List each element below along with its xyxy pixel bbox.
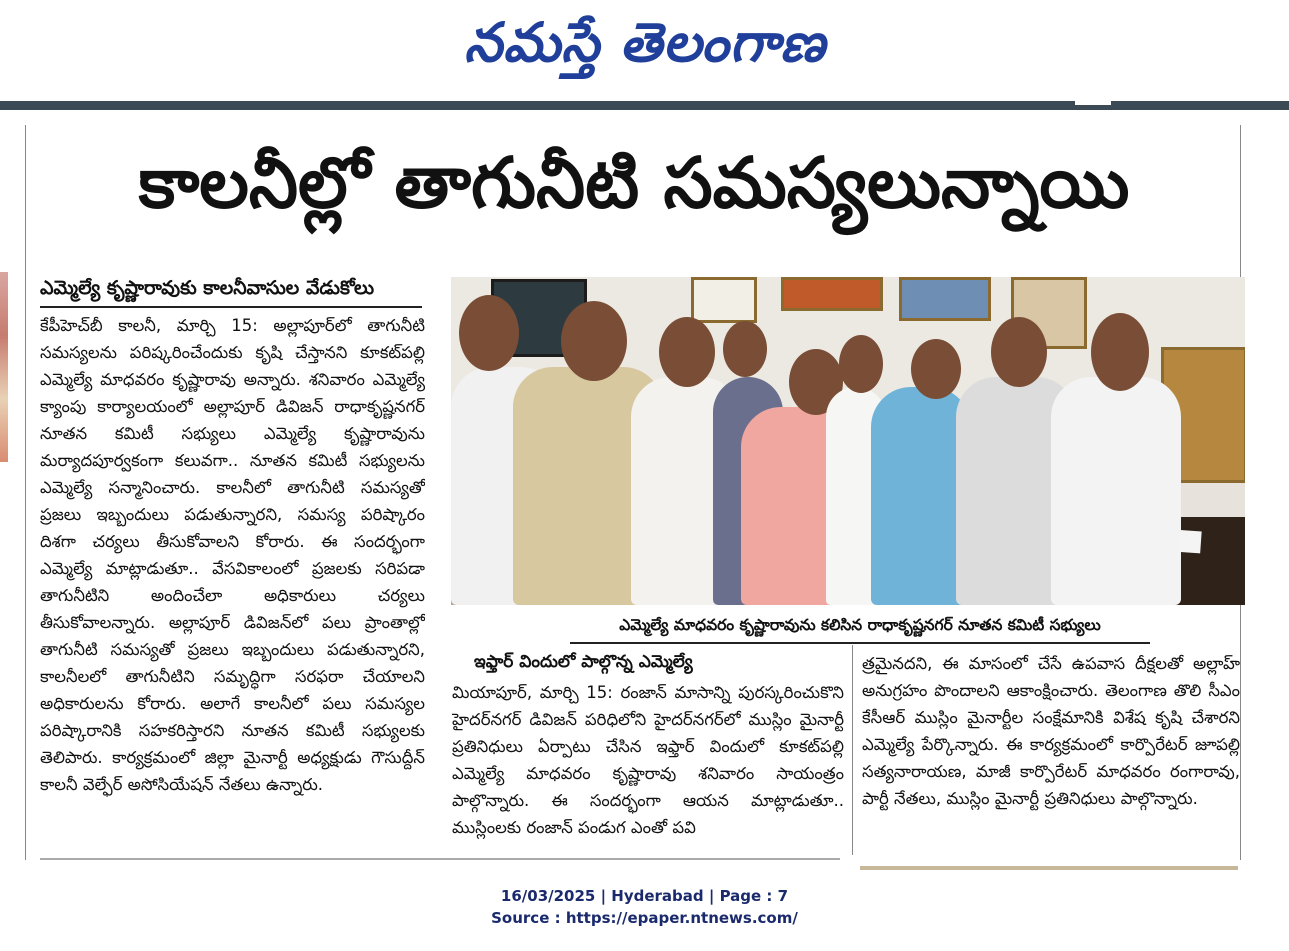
column-divider [852, 645, 853, 855]
photo-person-head [911, 339, 961, 399]
photo-person-head [459, 295, 519, 371]
story2-subhead: ఇఫ్తార్ విందులో పాల్గొన్న ఎమ్మెల్యే [474, 652, 693, 672]
adjacent-photo-fragment [0, 272, 8, 462]
photo-caption: ఎమ్మెల్యే మాధవరం కృష్ణారావును కలిసిన రాధాకృష్ణనగర్ నూతన కమిటీ సభ్యులు [570, 608, 1150, 644]
adjacent-page-edge [0, 270, 10, 870]
photo-wall-frame [899, 277, 991, 321]
footer-date-location-page: 16/03/2025 | Hyderabad | Page : 7 [500, 887, 789, 905]
photo-person-head [991, 317, 1047, 387]
photo-wall-frame [691, 277, 757, 323]
page-footer [0, 885, 1289, 935]
news-photo [451, 277, 1245, 605]
photo-person [1051, 377, 1181, 605]
masthead-rule-notch [1075, 101, 1111, 105]
footer-source-link[interactable]: Source : https://epaper.ntnews.com/ [491, 909, 798, 927]
photo-person-head [1091, 313, 1149, 391]
photo-person-head [723, 321, 767, 377]
next-article-edge [860, 866, 1238, 870]
story1-body: కేపీహెచ్‌బీ కాలనీ, మార్చి 15: అల్లాపూర్‌లో తాగునీటి సమస్యలను పరిష్కరించేందుకు కృషి చేస్తానని కూకట్‌పల్లి ఎమ్మెల్యే మాధవరం కృష్ణారావు అన్నారు. శనివారం ఎమ్మెల్యే క్యాంపు కార్యాలయంలో అల్లాపూర్ డివిజన్ రాధాకృష్ణనగర్ నూతన కమిటీ సభ్యులు ఎమ్మెల్యే కృష్ణారావును మర్యాదపూర్వకంగా కలువగా.. నూతన కమిటీ సభ్యులను ఎమ్మెల్యే సన్మానించారు. కాలనీలో తాగునీటి సమస్యతో ప్రజలు ఇబ్బందులు పడుతున్నారని, సమస్య పరిష్కారం దిశగా చర్యలు తీసుకోవాలని కోరారు. ఈ సందర్భంగా ఎమ్మెల్యే మాట్లాడుతూ.. వేసవికాలంలో ప్రజలకు సరిపడా తాగునీటిని అందించేలా అధికారులు చర్యలు తీసుకోవాలన్నారు. అల్లాపూర్ డివిజన్‌లో పలు ప్రాంతాల్లో తాగునీటి సమస్యతో ప్రజలు ఇబ్బందులు పడుతున్నారని, కాలనీలలో తాగునీటిని సమృద్ధిగా సరఫరా చేయాలని అధికారులను కోరారు. అలాగే కాలనీలో పలు సమస్యల పరిష్కారానికి సహకరిస్తారని నూతన కమిటీ సభ్యులకు తెలిపారు. కార్యక్రమంలో జిల్లా మైనార్టీ అధ్యక్షుడు గౌసుద్దీన్ కాలనీ వెల్ఫేర్ అసోసియేషన్ నేతలు ఉన్నారు. [40, 316, 425, 794]
photo-wall-frame [781, 277, 883, 311]
story1-subhead: ఎమ్మెల్యే కృష్ణారావుకు కాలనీవాసుల వేడుకోలు [40, 272, 422, 308]
masthead [0, 0, 1289, 100]
photo-person-head [561, 301, 627, 381]
section-rule [40, 858, 840, 860]
story2-body-col2: త్రమైనదని, ఈ మాసంలో చేసే ఉపవాస దీక్షలతో అల్లాహ్ అనుగ్రహం పొందాలని ఆకాంక్షించారు. తెలంగాణ తొలి సీఎం కేసీఆర్ ముస్లిం మైనార్టీల సంక్షేమానికి విశేష కృషి చేశారని ఎమ్మెల్యే పేర్కొన్నారు. ఈ కార్యక్రమంలో కార్పొరేటర్ జూపల్లి సత్యనారాయణ, మాజీ కార్పొరేటర్ మాధవరం రంగారావు, పార్టీ నేతలు, ముస్లిం మైనార్టీ ప్రతినిధులు పాల్గొన్నారు. [862, 654, 1240, 808]
newspaper-logo: నమస్తే తెలంగాణ [464, 11, 826, 74]
photo-person-head [659, 317, 715, 387]
column-divider [25, 125, 26, 860]
story2-body-col1: మియాపూర్, మార్చి 15: రంజాన్ మాసాన్ని పురస్కరించుకొని హైదర్‌నగర్ డివిజన్ పరిధిలోని హైదర్‌నగర్‌లో ముస్లిం మైనార్టీ ప్రతినిధులు ఏర్పాటు చేసిన ఇఫ్తార్ విందులో కూకట్‌పల్లి ఎమ్మెల్యే మాధవరం కృష్ణారావు శనివారం సాయంత్రం పాల్గొన్నారు. ఈ సందర్భంగా ఆయన మాట్లాడుతూ.. ముస్లింలకు రంజాన్ పండుగ ఎంతో పవి [452, 683, 844, 837]
photo-person-head [839, 335, 883, 393]
page-headline: కాలనీల్లో తాగునీటి సమస్యలున్నాయి [138, 142, 1130, 224]
